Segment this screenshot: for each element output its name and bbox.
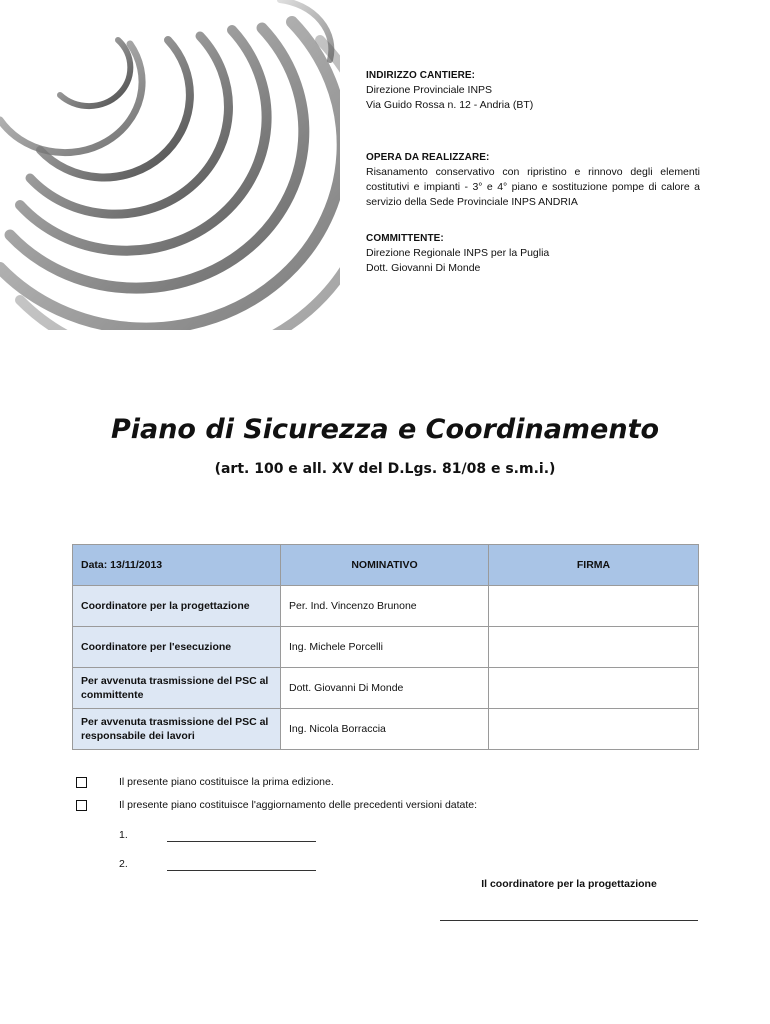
version-entry: [119, 858, 128, 870]
signature-cell[interactable]: [489, 627, 699, 668]
work-description-heading: OPERA DA REALIZZARE:: [366, 152, 490, 163]
version-number: 2.: [119, 858, 128, 870]
table-row: [73, 709, 699, 750]
name-cell: Ing. Nicola Borraccia: [281, 709, 489, 750]
client-line: Direzione Regionale INPS per la Puglia: [366, 247, 550, 259]
table-row: [73, 627, 699, 668]
role-cell: Per avvenuta trasmissione del PSC al responsabile dei lavori: [73, 709, 281, 750]
role-cell: Coordinatore per l'esecuzione: [73, 627, 281, 668]
first-edition-label: Il presente piano costituisce la prima edizione.: [119, 776, 334, 788]
signature-cell[interactable]: [489, 709, 699, 750]
name-cell: Per. Ind. Vincenzo Brunone: [281, 586, 489, 627]
signature-cell[interactable]: [489, 586, 699, 627]
site-address-heading: INDIRIZZO CANTIERE:: [366, 70, 476, 81]
version-blank-line[interactable]: [167, 841, 316, 842]
work-description-text: Risanamento conservativo con ripristino e rinnovo degli elementi costitutivi e impianti - 3° e 4° piano e sostituzione pompe di calore a servizio della Sede Provinciale INPS ANDRIA: [366, 166, 700, 208]
coordinator-label: Il coordinatore per la progettazione: [481, 878, 657, 890]
role-cell: Per avvenuta trasmissione del PSC al committente: [73, 668, 281, 709]
work-description-block: [366, 150, 700, 210]
client-block: [366, 231, 700, 276]
document-subtitle: (art. 100 e all. XV del D.Lgs. 81/08 e s.m.i.): [214, 461, 556, 477]
table-row: [73, 586, 699, 627]
checkbox-icon[interactable]: [76, 800, 87, 811]
client-heading: COMMITTENTE:: [366, 233, 444, 244]
client-line: Dott. Giovanni Di Monde: [366, 262, 481, 274]
site-address-block: [366, 68, 700, 113]
name-cell: Dott. Giovanni Di Monde: [281, 668, 489, 709]
name-cell: Ing. Michele Porcelli: [281, 627, 489, 668]
role-cell: Coordinatore per la progettazione: [73, 586, 281, 627]
version-entry: [119, 829, 128, 841]
date-header: Data: 13/11/2013: [73, 545, 281, 586]
table-row: [73, 668, 699, 709]
checkbox-icon[interactable]: [76, 777, 87, 788]
signature-table: [72, 544, 699, 750]
signature-header: FIRMA: [489, 545, 699, 586]
site-address-line: Direzione Provinciale INPS: [366, 84, 493, 96]
site-address-line: Via Guido Rossa n. 12 - Andria (BT): [366, 99, 534, 111]
logo-concentric-arcs: [0, 0, 340, 330]
version-number: 1.: [119, 829, 128, 841]
signature-cell[interactable]: [489, 668, 699, 709]
update-label: Il presente piano costituisce l'aggiornamento delle precedenti versioni datate:: [119, 799, 478, 811]
name-header: NOMINATIVO: [281, 545, 489, 586]
coordinator-signature-line[interactable]: [440, 920, 698, 921]
table-header-row: [73, 545, 699, 586]
version-blank-line[interactable]: [167, 870, 316, 871]
document-title: Piano di Sicurezza e Coordinamento: [110, 414, 660, 445]
